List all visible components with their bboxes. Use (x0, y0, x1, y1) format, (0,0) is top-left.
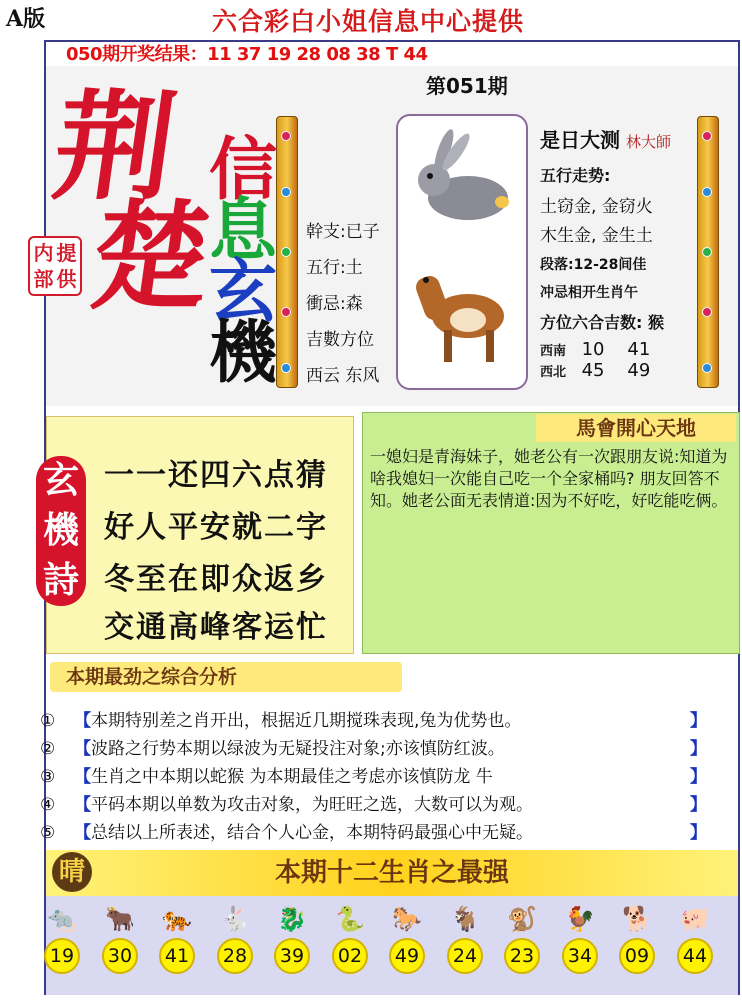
item-number: ① (40, 711, 56, 731)
bracket-right: 】 (690, 711, 707, 731)
item-number: ⑤ (40, 823, 56, 843)
xinan-label: 西南 (540, 344, 567, 359)
zodiac-banner: 本期十二生肖之最强 (46, 850, 738, 896)
info-column (306, 214, 380, 394)
joke-title: 馬會開心天地 (536, 414, 736, 442)
bracket-left: 【 (74, 711, 91, 731)
item-text: 总结以上所表述，结合个人心金，本期特码最强心中无疑。 (91, 823, 533, 843)
xinan-numbers: 10 41 (581, 339, 651, 360)
wuxing-label: 五行走势: (540, 166, 611, 185)
rabbit-horse-illustration (398, 116, 526, 388)
stamp-char: 部 (33, 267, 54, 291)
decorative-pillar-right (697, 116, 719, 388)
bracket-right: 】 (690, 739, 707, 759)
info-line: 吉數方位 (306, 330, 374, 350)
chongji-line: 冲忌相开生肖午 (540, 285, 638, 301)
bracket-right: 】 (690, 795, 707, 815)
rabbit-icon: 🐇 (220, 905, 250, 933)
vertical-char: 信 (208, 131, 277, 210)
item-number: ② (40, 739, 56, 759)
tiger-icon: 🐅 (162, 905, 192, 933)
horse-icon (413, 273, 504, 362)
zodiac-number-ball: 23 (504, 938, 540, 974)
item-number: ④ (40, 795, 56, 815)
info-line: 西云 东风 (306, 366, 380, 386)
header-title: 六合彩白小姐信息中心提供 (212, 7, 525, 36)
rat-icon: 🐀 (47, 905, 77, 933)
stamp-seal (28, 236, 82, 296)
vertical-title (208, 131, 278, 393)
poem-line: 交通高峰客运忙 (104, 610, 328, 645)
joke-text: 一媳妇是青海妹子，她老公有一次跟朋友说:知道为啥我媳妇一次能自己吃一个全家桶吗? 朋友回答不知。她老公面无表情道:因为不好吃，好吃能吃俩。 (370, 447, 728, 510)
rooster-icon: 🐓 (565, 905, 595, 933)
info-line: 五行:土 (306, 258, 363, 278)
duanluo-line: 段落:12-28间佳 (540, 257, 647, 273)
zodiac-number-ball: 24 (447, 938, 483, 974)
vertical-char: 息 (208, 192, 277, 271)
rabbit-icon (418, 127, 509, 220)
zodiac-number-ball: 30 (102, 938, 138, 974)
analysis-item (40, 706, 707, 731)
animal-illustrations (396, 114, 528, 390)
bracket-right: 】 (690, 767, 707, 787)
item-text: 生肖之中本期以蛇猴 为本期最佳之考虑亦该慎防龙 牛 (91, 767, 493, 787)
zodiac-number-ball: 44 (677, 938, 713, 974)
ox-icon: 🐂 (105, 905, 135, 933)
item-text: 波路之行势本期以绿波为无疑投注对象;亦该慎防红波。 (91, 739, 505, 759)
badge-char: 玄 (42, 460, 79, 501)
edition-label: A版 (6, 6, 46, 32)
info-line: 幹支:已子 (306, 222, 380, 242)
results-line: 050期开奖结果：11 37 19 28 08 38 T 44 (66, 44, 428, 65)
forecast-title: 是日大测 (540, 128, 620, 152)
zodiac-number-ball: 39 (274, 938, 310, 974)
wuxing-line: 木生金, 金生土 (540, 226, 653, 246)
item-text: 平码本期以单数为攻击对象，为旺旺之选，大数可以为观。 (91, 795, 533, 815)
title-char-1: 荆 (46, 77, 184, 216)
poem-line: 好人平安就二字 (104, 510, 328, 545)
pig-icon: 🐖 (680, 905, 710, 933)
analysis-title: 本期最劲之综合分析 (50, 662, 402, 692)
zodiac-number-ball: 49 (389, 938, 425, 974)
bracket-left: 【 (74, 767, 91, 787)
zodiac-number-ball: 02 (332, 938, 368, 974)
stamp-char: 内 (33, 241, 54, 265)
poem-line: 冬至在即众返乡 (104, 562, 328, 597)
badge-char: 機 (42, 510, 79, 551)
xibei-numbers: 45 49 (581, 360, 651, 381)
zodiac-number-ball: 34 (562, 938, 598, 974)
badge-char: 詩 (42, 560, 79, 601)
item-number: ③ (40, 767, 56, 787)
zodiac-number-ball: 41 (159, 938, 195, 974)
dog-icon: 🐕 (622, 905, 652, 933)
bracket-right: 】 (690, 823, 707, 843)
analysis-item (40, 762, 707, 787)
poem-line: 一一还四六点猜 (104, 458, 328, 493)
dragon-icon: 🐉 (277, 905, 307, 933)
stamp-char: 供 (56, 267, 77, 291)
zodiac-number-ball: 19 (44, 938, 80, 974)
bracket-left: 【 (74, 823, 91, 843)
horse-icon: 🐎 (392, 905, 422, 933)
forecast-author: 林大師 (626, 133, 672, 151)
item-text: 本期特别差之肖开出，根据近几期搅珠表现,兔为优势也。 (91, 711, 522, 731)
daily-forecast-panel (540, 124, 671, 381)
poem-badge (36, 456, 86, 606)
xibei-label: 西北 (540, 365, 567, 380)
info-line: 衝忌:森 (306, 294, 363, 314)
analysis-item (40, 790, 707, 815)
fangwei-line: 方位六合吉数: 猴 (540, 313, 664, 332)
stamp-char: 提 (56, 241, 77, 265)
goat-icon: 🐐 (450, 905, 480, 933)
analysis-item (40, 818, 707, 843)
vertical-char: 機 (208, 314, 277, 393)
issue-number: 第051期 (426, 74, 508, 98)
analysis-item (40, 734, 707, 759)
bracket-left: 【 (74, 739, 91, 759)
snake-icon: 🐍 (335, 905, 365, 933)
bracket-left: 【 (74, 795, 91, 815)
monkey-icon: 🐒 (507, 905, 537, 933)
vertical-char: 玄 (208, 253, 277, 332)
banner-logo: 晴 (52, 852, 92, 892)
decorative-pillar-left (276, 116, 298, 388)
zodiac-number-ball: 09 (619, 938, 655, 974)
wuxing-line: 土窃金, 金窃火 (540, 197, 653, 217)
title-char-2: 楚 (82, 187, 220, 326)
zodiac-number-ball: 28 (217, 938, 253, 974)
